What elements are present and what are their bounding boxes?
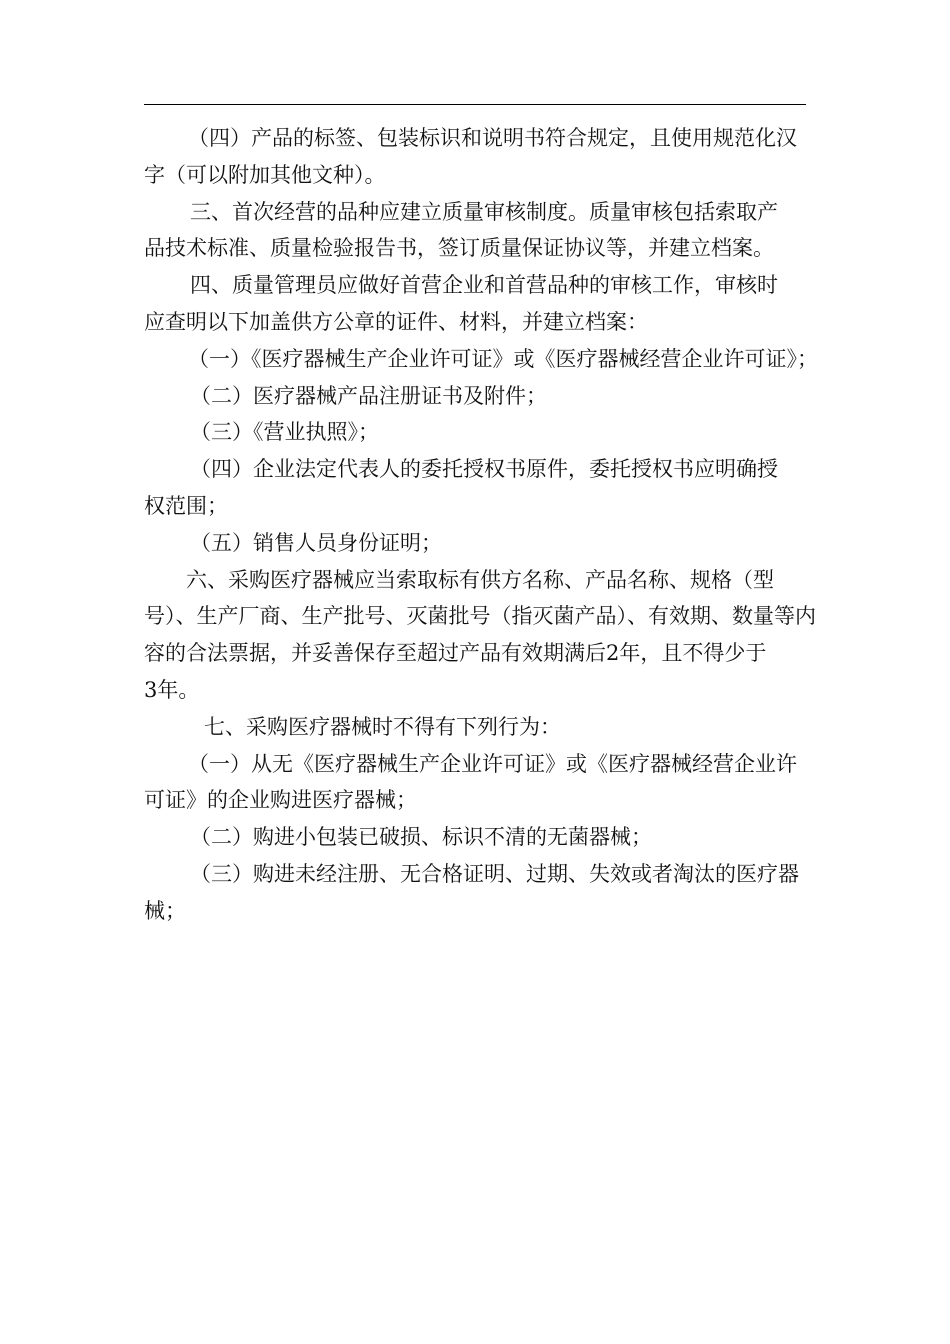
paragraph-line: 号）、生产厂商、生产批号、灭菌批号（指灭菌产品）、有效期、数量等内	[144, 604, 816, 629]
document-body	[144, 120, 816, 930]
paragraph-line: （一）从无《医疗器械生产企业许可证》或《医疗器械经营企业许	[188, 751, 797, 776]
paragraph-item-damaged-packaging	[144, 819, 816, 856]
paragraph-line: 权范围；	[144, 493, 228, 518]
paragraph-line: （四）企业法定代表人的委托授权书原件，委托授权书应明确授	[190, 457, 778, 482]
paragraph-product-label	[144, 120, 816, 194]
paragraph-purchase-invoices	[144, 562, 816, 709]
paragraph-line: （五）销售人员身份证明；	[190, 530, 442, 555]
paragraph-item-unlicensed-source	[144, 746, 816, 820]
paragraph-prohibited-acts	[144, 709, 816, 746]
paragraph-first-sale-review	[144, 194, 816, 268]
paragraph-item-business-license	[144, 414, 816, 451]
paragraph-line: 品技术标准、质量检验报告书，签订质量保证协议等，并建立档案。	[144, 236, 774, 261]
paragraph-line: 3年。	[144, 677, 200, 702]
paragraph-line: 字（可以附加其他文种）。	[144, 162, 386, 187]
paragraph-item-unregistered	[144, 856, 816, 930]
paragraph-line: （一）《医疗器械生产企业许可证》或《医疗器械经营企业许可证》；	[188, 346, 818, 371]
paragraph-line: 六、采购医疗器械应当索取标有供方名称、产品名称、规格（型	[186, 567, 774, 592]
paragraph-line: 七、采购医疗器械时不得有下列行为：	[204, 714, 561, 739]
paragraph-line: （三）购进未经注册、无合格证明、过期、失效或者淘汰的医疗器	[190, 861, 799, 886]
paragraph-item-registration	[144, 378, 816, 415]
paragraph-line: （二）购进小包装已破损、标识不清的无菌器械；	[190, 825, 652, 850]
paragraph-line: 四、质量管理员应做好首营企业和首营品种的审核工作，审核时	[190, 273, 778, 298]
paragraph-line: （二）医疗器械产品注册证书及附件；	[190, 383, 547, 408]
paragraph-line: 可证》的企业购进医疗器械；	[144, 788, 417, 813]
paragraph-item-authorization	[144, 451, 816, 525]
header-rule	[144, 104, 806, 105]
paragraph-line: 容的合法票据，并妥善保存至超过产品有效期满后2年，且不得少于	[144, 641, 767, 666]
paragraph-line: 三、首次经营的品种应建立质量审核制度。质量审核包括索取产	[190, 199, 778, 224]
paragraph-line: 械；	[144, 898, 186, 923]
paragraph-item-licenses	[144, 341, 816, 378]
paragraph-line: 应查明以下加盖供方公章的证件、材料，并建立档案：	[144, 309, 648, 334]
paragraph-item-sales-id	[144, 525, 816, 562]
paragraph-quality-manager	[144, 267, 816, 341]
paragraph-line: （三）《营业执照》；	[190, 420, 379, 445]
paragraph-line: （四）产品的标签、包装标识和说明书符合规定，且使用规范化汉	[188, 126, 797, 150]
